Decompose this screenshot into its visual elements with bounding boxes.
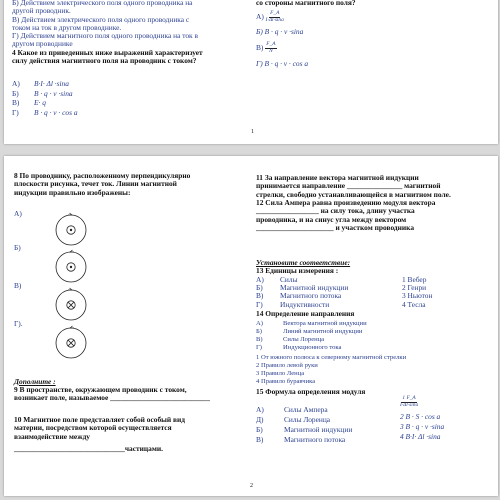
question-line: ______________________________частицами. (14, 443, 163, 453)
field-diagram-b (54, 250, 88, 284)
answer-item: 1 От южного полюса к северному магнитной стрелки (256, 354, 407, 361)
question-line: силу действия магнитного поля на проводник с током? (12, 56, 197, 66)
answer-item: 1 Вебер (402, 275, 427, 284)
option: Г) Индукционного тока (256, 344, 342, 351)
fill-in-header: Дополните : (14, 377, 56, 386)
formula-4: 4 B·I· Δl ·sina (400, 432, 441, 441)
fraction: $\frac{F\_A}{I\cdot\Delta l\cdot\sin a}$ (265, 10, 284, 23)
q4-options (12, 79, 78, 117)
question-line: 10 Магнитное поле представляет собой особый вид (14, 415, 186, 424)
option: А) Силы Ампера (256, 405, 328, 414)
figure-label-a: А) (14, 209, 22, 218)
option: А) Вектора магнитной индукции (256, 320, 367, 327)
question-11 (256, 174, 451, 199)
q14-right (256, 354, 406, 386)
q3-options-right (256, 11, 308, 69)
option: Б) B · q · v ·sina (12, 88, 73, 98)
option: В) Силы Лоренца (256, 336, 325, 343)
match-header: Установите соответствие: (256, 258, 351, 267)
page-number: 2 (250, 483, 253, 489)
figure-label-c: В) (14, 281, 22, 290)
question-line: возникает поле, называемое ___________________________ (14, 393, 210, 403)
answer-item: 3 Ньютон (402, 291, 433, 301)
q15-right (400, 396, 444, 442)
q13-left (256, 276, 348, 309)
question-9 (14, 386, 210, 403)
text-line: током на ток в другом проводнике. (12, 22, 122, 32)
text-line: Г) Действием магнитного поля одного проводника на ток в (12, 31, 198, 41)
question-line: взаимодействие между (14, 431, 91, 441)
page-number: 1 (251, 129, 254, 135)
page-2 (4, 156, 498, 496)
option: В) Магнитного потока (256, 435, 346, 444)
question-4 (12, 49, 203, 66)
q3-options-left (12, 0, 198, 49)
option-b: Б) B · q · v ·sina (256, 27, 304, 36)
question-15-title: 15 Формула определения модуля (256, 387, 366, 396)
question-10 (14, 416, 185, 453)
q15-left (256, 405, 352, 445)
question-line: 4 Какое из приведенных ниже выражений характеризует (12, 48, 203, 57)
option-d: Г) B · q · v · cos a (256, 59, 309, 69)
question-line: материи, посредством которой осуществляется (14, 423, 172, 433)
option: Г) B · q · v · cos a (12, 107, 78, 117)
formula-2: 2 B · S · cos a (400, 412, 441, 421)
question-line: 12 Сила Ампера равна произведению модуля вектора (256, 198, 436, 207)
answer-item: 2 Генри (402, 283, 427, 293)
question-line: _____________________ и участком проводника (256, 222, 415, 232)
field-diagram-d (54, 326, 88, 360)
field-diagram-c (54, 288, 88, 322)
option: Б) Линий магнитной индукции (256, 328, 363, 335)
question-line: стрелки, свободно устанавливающейся в магнитном поле. (256, 189, 451, 199)
formula-1 (400, 396, 444, 412)
field-diagram-a (54, 213, 88, 247)
answer-item: 2 Правило левой руки (256, 362, 318, 369)
question-line: плоскости рисунка, течет ток. Линии магнитной (14, 179, 177, 189)
question-line: 8 По проводнику, расположенному перпендикулярно (14, 171, 191, 180)
question-13-title: 13 Единицы измерения : (256, 266, 339, 275)
figure-label-b: Б) (14, 243, 21, 252)
option: Г) Индуктивности (256, 299, 330, 309)
option-a: А) $\frac{F\_A}{I\cdot\Delta l\cdot\sin a}$ (256, 10, 284, 23)
fraction: $\frac{1 F\_A}{I\cdot\Delta l\cdot\sin a}$ (400, 395, 419, 408)
question-line: 11 За направление вектора магнитной индукции (256, 173, 419, 182)
question-line: проводника, и на синус угла между вектором (256, 214, 407, 224)
option: Д) Силы Лоренца (256, 415, 331, 424)
text-line: В) Действием электрического поля одного проводника с (12, 14, 190, 24)
text-line: другом проводнике (12, 39, 73, 49)
option: А) B·I· Δl ·sina (12, 79, 69, 88)
option: А) Силы (256, 275, 298, 284)
text-line: Б) Действием электрического поля одного проводника на (12, 0, 193, 7)
question-line: индукции правильно изображены: (14, 187, 131, 197)
formula-3: 3 B · q · v ·sina (400, 422, 445, 431)
question-12 (256, 199, 435, 232)
question-line: _________________ на силу тока, длину участка (256, 206, 415, 216)
option: Б) Магнитной индукции (256, 425, 353, 434)
question-14-title: 14 Определение направления (256, 309, 355, 318)
fraction: $\frac{F\_A}{N}$ (266, 41, 276, 54)
question-line: принимается направление _______________ магнитной (256, 181, 441, 191)
question-3-header: со стороны магнитного поля? (256, 0, 356, 7)
answer-item: 4 Правило буравчика (256, 378, 316, 385)
question-8 (14, 172, 190, 197)
option: В) Магнитного потока (256, 291, 342, 301)
answer-item: 4 Тесла (402, 299, 426, 309)
text-line: другой проводник. (12, 6, 71, 16)
q13-right (402, 276, 432, 309)
q14-left (256, 320, 367, 352)
option: В) E· q (12, 98, 46, 107)
figure-label-d: Г). (14, 319, 23, 328)
option-c: В) $\frac{F\_A}{N}$ (256, 41, 276, 54)
answer-item: 3 Правило Ленца (256, 370, 305, 377)
question-line: 9 В пространстве, окружающем проводник с током, (14, 385, 187, 394)
option: Б) Магнитной индукции (256, 283, 349, 293)
page-1 (4, 0, 498, 144)
